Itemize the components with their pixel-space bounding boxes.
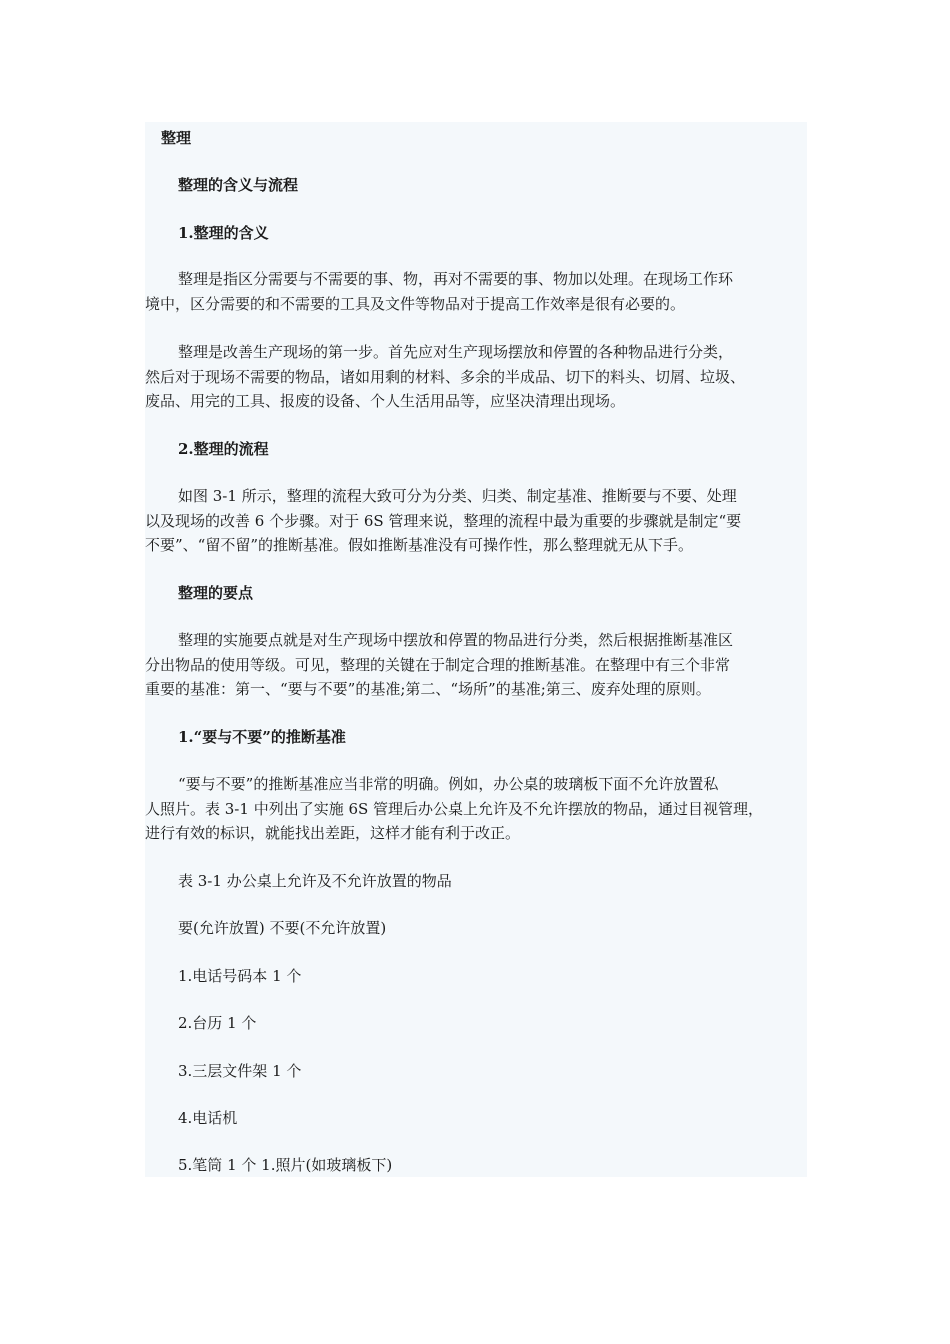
paragraph-line: 进行有效的标识，就能找出差距，这样才能有利于改正。 <box>145 824 521 842</box>
paragraph-line: 以及现场的改善 6 个步骤。对于 6S 管理来说，整理的流程中最为重要的步骤就是制定“要 <box>145 511 742 530</box>
section-title-meaning-flow: 整理的含义与流程 <box>178 176 299 194</box>
section-title-key-points: 整理的要点 <box>178 584 254 602</box>
list-item: 5.笔筒 1 个 1.照片(如玻璃板下) <box>178 1156 393 1174</box>
subsection-title-criteria: 1.“要与不要”的推断基准 <box>178 728 346 746</box>
paragraph-line: 不要”、“留不留”的推断基准。假如推断基准没有可操作性，那么整理就无从下手。 <box>145 536 694 554</box>
paragraph-line: 然后对于现场不需要的物品，诸如用剩的材料、多余的半成品、切下的料头、切屑、垃圾、 <box>145 367 746 386</box>
table-caption: 表 3-1 办公桌上允许及不允许放置的物品 <box>178 872 452 890</box>
paragraph-line: 整理是指区分需要与不需要的事、物，再对不需要的事、物加以处理。在现场工作环 <box>178 270 734 288</box>
paragraph-line: 废品、用完的工具、报废的设备、个人生活用品等，应坚决清理出现场。 <box>145 392 626 410</box>
paragraph-criteria <box>145 772 807 846</box>
paragraph-line: 如图 3-1 所示，整理的流程大致可分为分类、归类、制定基准、推断要与不要、处理 <box>178 487 737 505</box>
heading: 整理 <box>161 129 192 147</box>
document-body <box>145 122 807 1177</box>
table-header: 要(允许放置) 不要(不允许放置) <box>178 919 387 937</box>
paragraph-key-points <box>145 628 807 702</box>
subsection-title-meaning: 1.整理的含义 <box>178 224 269 242</box>
paragraph-line: 分出物品的使用等级。可见，整理的关键在于制定合理的推断基准。在整理中有三个非常 <box>145 655 731 674</box>
list-item: 3.三层文件架 1 个 <box>178 1062 302 1080</box>
list-item: 1.电话号码本 1 个 <box>178 967 302 985</box>
paragraph-line: 人照片。表 3-1 中列出了实施 6S 管理后办公桌上允许及不允许摆放的物品，通过目视管理， <box>145 799 764 818</box>
paragraph-first-step <box>145 340 807 414</box>
paragraph-flow <box>145 484 807 558</box>
list-item: 2.台历 1 个 <box>178 1014 257 1032</box>
paragraph-line: 整理是改善生产现场的第一步。首先应对生产现场摆放和停置的各种物品进行分类， <box>178 343 734 361</box>
paragraph-line: 重要的基准：第一、“要与不要”的基准;第二、“场所”的基准;第三、废弃处理的原则。 <box>145 680 711 698</box>
paragraph-line: 整理的实施要点就是对生产现场中摆放和停置的物品进行分类，然后根据推断基准区 <box>178 631 734 649</box>
paragraph-line: 境中，区分需要的和不需要的工具及文件等物品对于提高工作效率是很有必要的。 <box>145 294 686 313</box>
subsection-title-flow: 2.整理的流程 <box>178 440 269 458</box>
paragraph-meaning <box>145 267 807 316</box>
paragraph-line: “要与不要”的推断基准应当非常的明确。例如，办公桌的玻璃板下面不允许放置私 <box>178 775 719 793</box>
list-item: 4.电话机 <box>178 1109 238 1127</box>
